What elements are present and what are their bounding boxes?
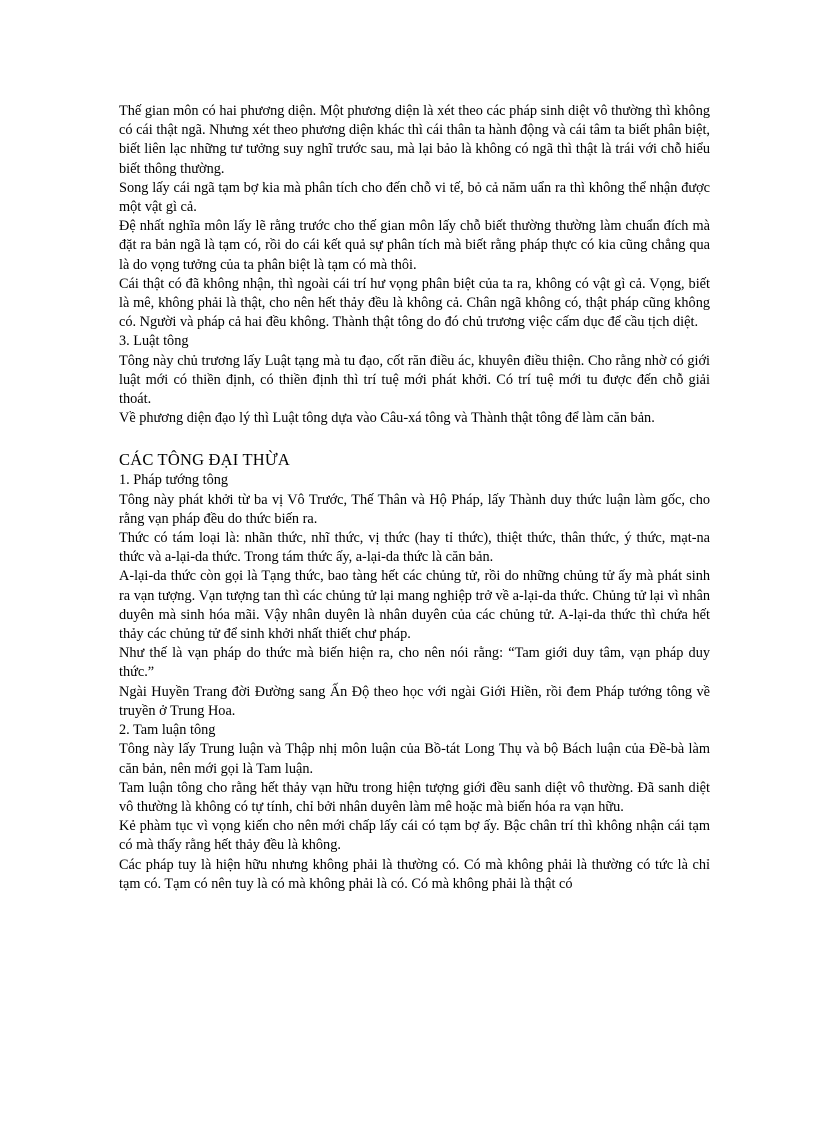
paragraph: Về phương diện đạo lý thì Luật tông dựa vào Câu-xá tông và Thành thật tông để làm căn bản.	[119, 410, 655, 427]
subheading-tam-luan-tong: 2. Tam luận tông	[119, 722, 216, 739]
paragraph: Thức có tám loại là: nhãn thức, nhĩ thức, vị thức (hay tỉ thức), thiệt thức, thân thức, ý thức, mạt-na thức và a-lại-da thức. Trong tám thức ấy, a-lại-da thức là căn bản.	[119, 530, 710, 566]
paragraph: Tam luận tông cho rằng hết thảy vạn hữu trong hiện tượng giới đều sanh diệt vô thường. Đã sanh diệt vô thường là không có tự tính, chỉ bởi nhân duyên làm mê hoặc mà biến hóa ra vạn hữu.	[119, 779, 710, 815]
paragraph: Như thế là vạn pháp do thức mà biến hiện ra, cho nên nói rằng: “Tam giới duy tâm, vạn pháp duy thức.”	[119, 645, 710, 681]
paragraph: Song lấy cái ngã tạm bợ kia mà phân tích cho đến chỗ vi tế, bỏ cả năm uẩn ra thì không thể nhận được một vật gì cả.	[119, 179, 710, 216]
paragraph: A-lại-da thức còn gọi là Tạng thức, bao tàng hết các chủng tử, rồi do những chủng tử ấy mà phát sinh ra vạn tượng. Vạn tượng tan thì các chủng tử lại mang nghiệp trở về a-lại-da thức. Chủng tử lại vì nhân duyên mà sinh hóa mãi. Vậy nhân duyên là nhân duyên của các chủng tử. A-lại-da thức thì chứa hết thảy các chủng tử để sinh khởi nhất thiết chư pháp.	[119, 568, 710, 643]
paragraph: Kẻ phàm tục vì vọng kiến cho nên mới chấp lấy cái có tạm bợ ấy. Bậc chân trí thì không nhận cái tạm có mà thấy rằng hết thảy đều là không.	[119, 818, 710, 854]
section-title: CÁC TÔNG ĐẠI THỪA	[119, 450, 290, 470]
paragraph: Ngài Huyền Trang đời Đường sang Ấn Độ theo học với ngài Giới Hiền, rồi đem Pháp tướng tông về truyền ở Trung Hoa.	[119, 683, 710, 719]
paragraph: Các pháp tuy là hiện hữu nhưng không phải là thường có. Có mà không phải là thường có tức là chỉ tạm có. Tạm có nên tuy là có mà không phải là có. Có mà không phải là thật có	[119, 856, 710, 892]
paragraph: Đệ nhất nghĩa môn lấy lẽ rằng trước cho thế gian môn lấy chỗ biết thường thường làm chuẩn đích mà đặt ra bản ngã là tạm có, rồi do cái kết quả sự phân tích mà biết rằng pháp thực có kia cũng chẳng qua là do vọng tưởng của ta phân biệt là tạm có mà thôi.	[119, 218, 710, 273]
paragraph: Thế gian môn có hai phương diện. Một phương diện là xét theo các pháp sinh diệt vô thường thì không có cái thật ngã. Nhưng xét theo phương diện khác thì cái thân ta hành động và cái tâm ta biết phân biệt, biết liên lạc những tư tưởng suy nghĩ trước sau, mà lại bảo là không có ngã thì thật là trái với chỗ hiểu biết thông thường.	[119, 103, 710, 177]
subheading-luat-tong: 3. Luật tông	[119, 333, 189, 350]
subheading-phap-tuong-tong: 1. Pháp tướng tông	[119, 472, 229, 489]
paragraph: Tông này phát khởi từ ba vị Vô Trước, Thế Thân và Hộ Pháp, lấy Thành duy thức luận làm gốc, cho rằng vạn pháp đều do thức biến ra.	[119, 491, 710, 527]
paragraph: Tông này chủ trương lấy Luật tạng mà tu đạo, cốt răn điều ác, khuyên điều thiện. Cho rằng nhờ có giới luật mới có thiền định, có thiền định thì trí tuệ mới phát khởi. Có trí tuệ mới tu được đến chỗ giải thoát.	[119, 352, 710, 408]
paragraph: Cái thật có đã không nhận, thì ngoài cái trí hư vọng phân biệt của ta ra, không có vật gì cả. Vọng, biết là mê, không phải là thật, cho nên hết thảy đều là không cả. Chân ngã không có, thật pháp cũng không có. Người và pháp cả hai đều không. Thành thật tông do đó chủ trương việc cấm dục để cầu tịch diệt.	[119, 275, 710, 331]
paragraph: Tông này lấy Trung luận và Thập nhị môn luận của Bồ-tát Long Thụ và bộ Bách luận của Đề-bà làm căn bản, nên mới gọi là Tam luận.	[119, 741, 710, 777]
